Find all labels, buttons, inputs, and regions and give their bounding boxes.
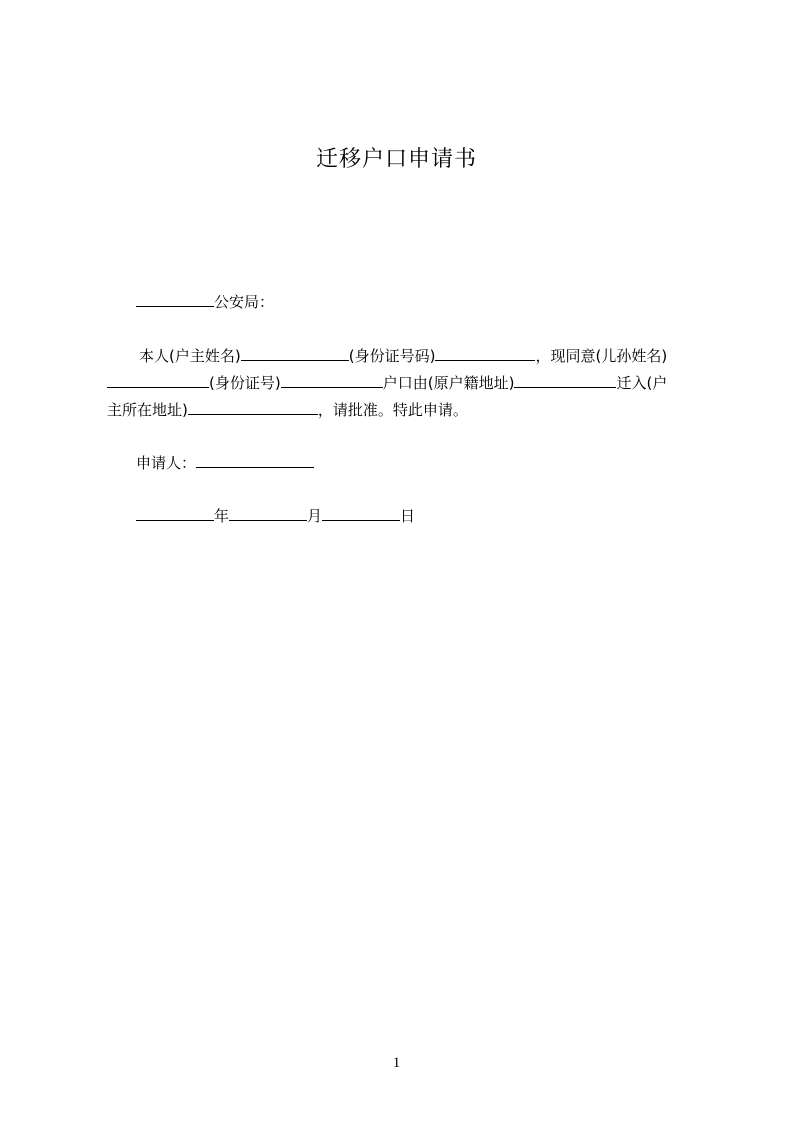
- householder-id-blank[interactable]: [435, 345, 535, 361]
- police-bureau-blank[interactable]: [136, 291, 214, 307]
- addressee-suffix: 公安局：: [214, 293, 275, 311]
- move-to-text: 迁入: [616, 374, 647, 392]
- applicant-line: [136, 452, 314, 473]
- original-address-label: (原户籍地址): [427, 374, 515, 392]
- householder-name-blank[interactable]: [241, 345, 349, 361]
- body-line-1: [139, 345, 667, 366]
- year-label: 年: [214, 507, 230, 525]
- applicant-label: 申请人：: [136, 454, 197, 472]
- date-line: [136, 505, 415, 526]
- day-blank[interactable]: [322, 505, 400, 521]
- agree-text: ，现同意: [535, 347, 596, 365]
- original-address-blank[interactable]: [514, 372, 616, 388]
- page-number: 1: [392, 1055, 401, 1071]
- applicant-signature-blank[interactable]: [196, 452, 314, 468]
- document-title: 迁移户口申请书: [315, 147, 477, 172]
- id-label: (身份证号): [209, 374, 281, 392]
- month-label: 月: [307, 507, 323, 525]
- year-blank[interactable]: [136, 505, 214, 521]
- self-text: 本人: [139, 347, 170, 365]
- month-blank[interactable]: [229, 505, 307, 521]
- closing-text: ，请批准。特此申请。: [317, 401, 468, 419]
- grandchild-label: (儿孙姓名): [595, 347, 668, 365]
- householder-label: (户主姓名): [169, 347, 241, 365]
- householder-address-blank[interactable]: [188, 399, 318, 415]
- body-line-3: [107, 399, 468, 420]
- body-line-2: [107, 372, 667, 393]
- householder-address-close: 主所在地址): [107, 401, 188, 419]
- addressee-line: [136, 291, 274, 312]
- day-label: 日: [400, 507, 416, 525]
- hukou-from-text: 户口由: [382, 374, 428, 392]
- id-number-label: (身份证号码): [348, 347, 436, 365]
- grandchild-name-blank[interactable]: [107, 372, 209, 388]
- grandchild-id-blank[interactable]: [281, 372, 383, 388]
- householder-address-open: (户: [646, 374, 668, 392]
